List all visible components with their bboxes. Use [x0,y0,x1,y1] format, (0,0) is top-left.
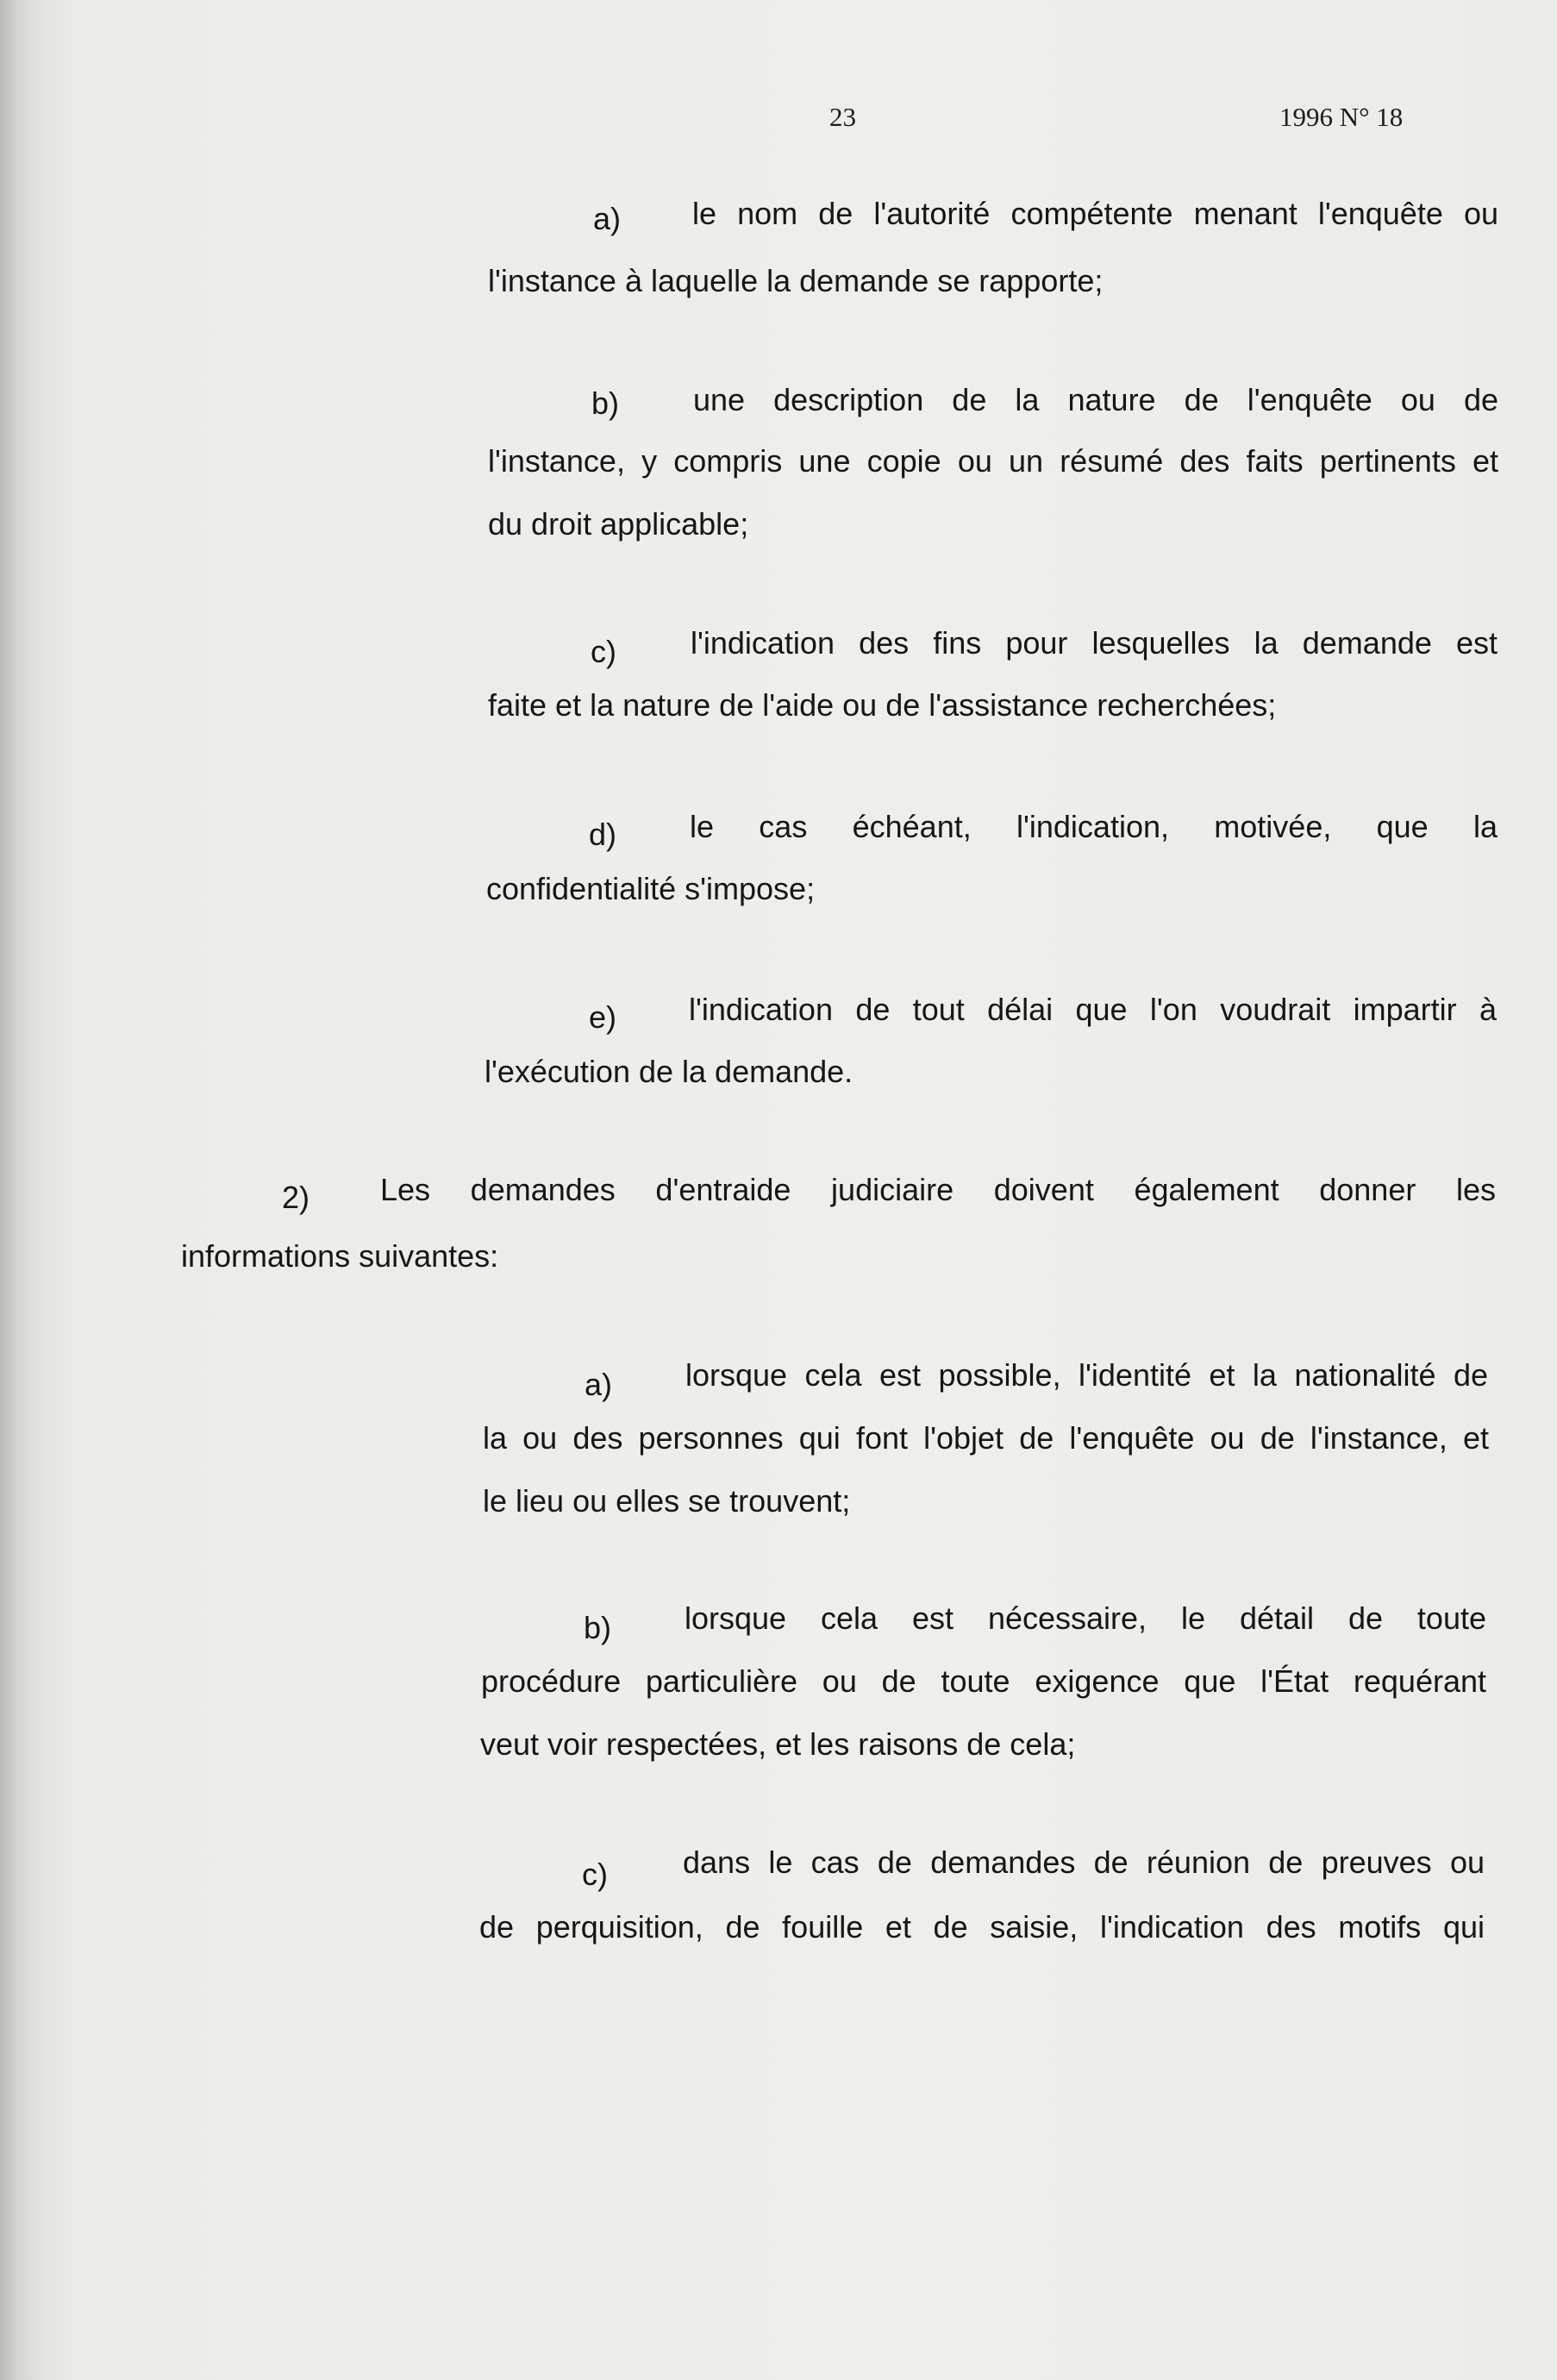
item-c-line-2: faite et la nature de l'aide ou de l'assistance recherchées; [488,687,1277,723]
sub-item-b-line-1: lorsque cela est nécessaire, le détail de toute [685,1600,1486,1636]
sub-item-b-label: b) [584,1610,612,1645]
item-b-line-1: une description de la nature de l'enquête ou de [693,382,1498,417]
paragraph-2-number: 2) [282,1180,310,1215]
document-reference: 1996 N° 18 [1279,102,1404,132]
item-a-line-2: l'instance à laquelle la demande se rapporte; [488,263,1104,298]
paragraph-2-line-2: informations suivantes: [181,1238,499,1274]
sub-item-a-line-1: lorsque cela est possible, l'identité et la nationalité de [685,1357,1488,1393]
item-e-label: e) [589,999,617,1035]
sub-item-c-line-1: dans le cas de demandes de réunion de preuves ou [683,1845,1485,1880]
sub-item-c-line-2: de perquisition, de fouille et de saisie, l'indication des motifs qui [479,1909,1485,1945]
item-b-line-2: l'instance, y compris une copie ou un résumé des faits pertinents et [488,443,1498,479]
sub-item-c-label: c) [582,1857,608,1892]
page-number: 23 [829,102,856,132]
sub-item-b-line-3: veut voir respectées, et les raisons de cela; [480,1726,1076,1762]
sub-item-a-label: a) [585,1367,613,1402]
item-e-line-1: l'indication de tout délai que l'on voudrait impartir à [689,992,1497,1027]
sub-item-b-line-2: procédure particulière ou de toute exigence que l'État requérant [481,1663,1486,1699]
item-c-line-1: l'indication des fins pour lesquelles la demande est [691,625,1498,661]
item-a-line-1: le nom de l'autorité compétente menant l'enquête ou [692,196,1498,231]
item-d-line-2: confidentialité s'impose; [486,871,816,906]
paragraph-2-line-1: Les demandes d'entraide judiciaire doivent également donner les [380,1172,1496,1207]
item-d-label: d) [589,817,617,852]
item-a-label: a) [593,201,622,236]
sub-item-a-line-2: la ou des personnes qui font l'objet de l'enquête ou de l'instance, et [483,1420,1489,1456]
item-d-line-1: le cas échéant, l'indication, motivée, que la [690,809,1498,844]
item-c-label: c) [591,634,616,669]
item-b-label: b) [591,385,620,421]
item-e-line-2: l'exécution de la demande. [485,1054,854,1089]
sub-item-a-line-3: le lieu ou elles se trouvent; [483,1483,851,1519]
item-b-line-3: du droit applicable; [488,506,749,542]
